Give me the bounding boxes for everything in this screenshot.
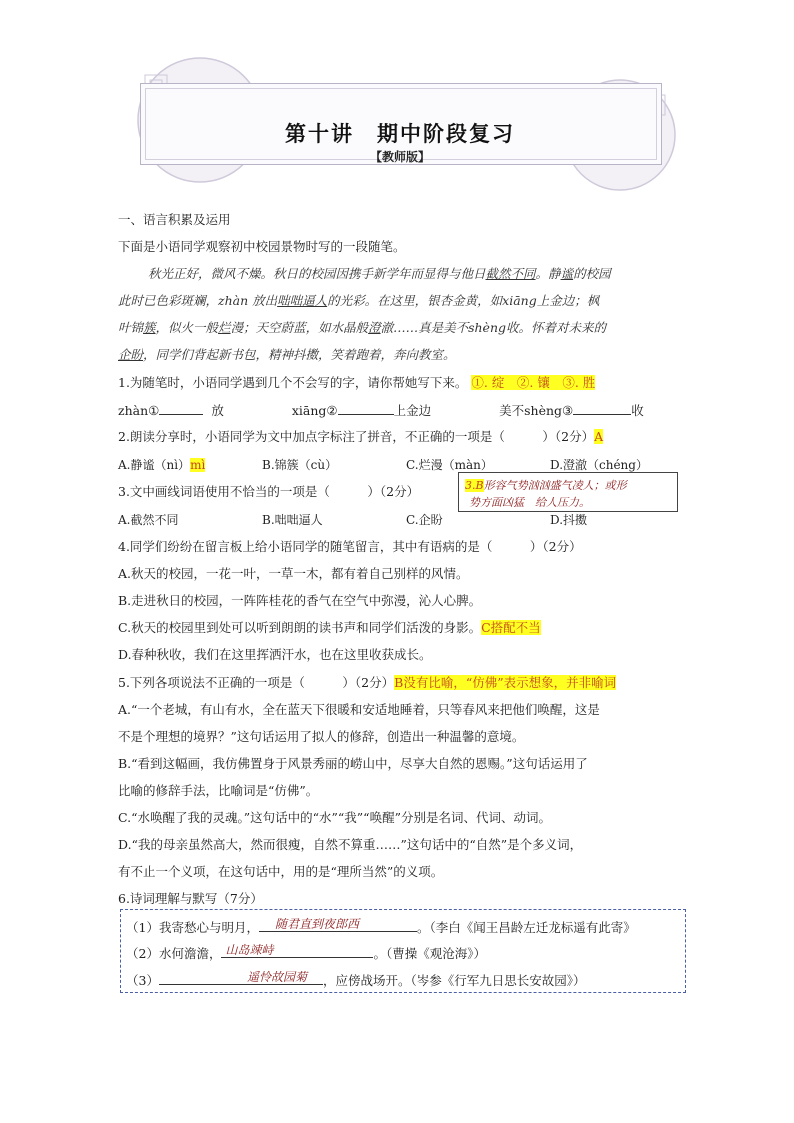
question-1: 1.为随笔时，小语同学遇到几个不会写的字，请你帮她写下来。 ①. 绽 ②. 镶 ③. 胜	[118, 375, 596, 390]
passage-line-1: 秋光正好，微风不燥。秋日的校园因携手新学年而显得与他日截然不同。静谧的校园	[148, 266, 611, 281]
question-4: 4.同学们纷纷在留言板上给小语同学的随笔留言，其中有语病的是（ ）（2分）	[118, 539, 582, 554]
question-6: 6.诗词理解与默写（7分）	[118, 891, 263, 906]
question-3: 3.文中画线词语使用不恰当的一项是（ ）（2分）	[118, 484, 420, 499]
answer-blank[interactable]: 山岛竦峙	[221, 944, 373, 958]
option-b-line-2: 比喻的修辞手法，比喻词是“仿佛”。	[118, 783, 319, 798]
option-a: A.秋天的校园，一花一叶，一草一木，都有着自己别样的风情。	[118, 566, 469, 581]
option-b-line-1: B.“看到这幅画，我仿佛置身于风景秀丽的崂山中，尽享大自然的恩赐。”这句话运用了	[118, 756, 588, 771]
passage-line-2: 此时已色彩斑斓，zhàn 放出咄咄逼人的光彩。在这里，银杏金黄，如xiāng上金边；枫	[118, 293, 600, 308]
option-a-line-1: A.“一个老城，有山有水，全在蓝天下很暖和安适地睡着，只等春风来把他们唤醒，这是	[118, 702, 600, 717]
option-c: C.企盼	[406, 513, 443, 527]
blank-field[interactable]	[159, 401, 203, 415]
option-c: C.烂漫（màn）	[406, 458, 493, 472]
option-a-line-2: 不是个理想的境界？”这句话运用了拟人的修辞，创造出一种温馨的意境。	[118, 729, 525, 744]
question-2: 2.朗读分享时，小语同学为文中加点字标注了拼音，不正确的一项是（ ）（2分）A	[118, 429, 604, 444]
answer-highlight: ①. 绽 ②. 镶 ③. 胜	[471, 375, 596, 390]
option-d-line-2: 有不止一个义项，在这句话中，用的是“理所当然”的义项。	[118, 864, 444, 879]
option-b: B.咄咄逼人	[262, 513, 323, 527]
option-d: D.澄澈（chéng）	[550, 458, 648, 472]
passage-line-4: 企盼，同学们背起新书包，精神抖擞，笑着跑着，奔向教室。	[118, 347, 456, 362]
option-d: D.抖擞	[550, 513, 588, 527]
poem-row-1: （1）我寄愁心与明月， 随君直到夜郎西 。（李白《闻王昌龄左迁龙标遥有此寄》	[126, 917, 636, 935]
answer-highlight: C搭配不当	[481, 620, 541, 635]
option-a: A.截然不同	[118, 513, 179, 527]
option-c: C.秋天的校园里到处可以听到朗朗的读书声和同学们活泼的身影。C搭配不当	[118, 620, 541, 635]
section-intro: 下面是小语同学观察初中校园景物时写的一段随笔。	[118, 239, 406, 254]
poem-row-3: （3） 遥怜故园菊 ，应傍战场开。（岑参《行军九日思长安故园》）	[126, 970, 586, 988]
passage-line-3: 叶锦簇，似火一般烂漫；天空蔚蓝，如水晶般澄澈……真是美不shèng收。怀着对未来的	[118, 320, 607, 335]
poem-row-2: （2）水何澹澹， 山岛竦峙 。（曹操《观沧海》）	[126, 943, 486, 961]
option-b: B.锦簇（cù）	[262, 458, 338, 472]
section-heading: 一、语言积累及运用	[118, 212, 231, 227]
option-a: A.静谧（nì）mì	[118, 458, 206, 472]
option-d-line-1: D.“我的母亲虽然高大，然而很瘦，自然不算重……”这句话中的“自然”是个多义词，	[118, 837, 583, 852]
answer-blank[interactable]: 随君直到夜郎西	[259, 918, 417, 932]
question-1-blanks: zhàn① 放 xiāng② 上金边 美不shèng③ 收	[118, 403, 644, 418]
answer-note-box: 3.B形容气势汹汹盛气凌人；或形 势方面凶猛 给人压力。	[458, 472, 678, 512]
answer-blank[interactable]: 遥怜故园菊	[159, 971, 323, 985]
question-5: 5.下列各项说法不正确的一项是（ ）（2分）B没有比喻，“仿佛”表示想象，并非喻词	[118, 675, 617, 690]
answer-highlight: B没有比喻，“仿佛”表示想象，并非喻词	[394, 675, 617, 690]
blank-field[interactable]	[338, 401, 394, 415]
page-subtitle: 【教师版】	[369, 150, 430, 164]
blank-field[interactable]	[573, 401, 631, 415]
option-b: B.走进秋日的校园，一阵阵桂花的香气在空气中弥漫，沁人心脾。	[118, 593, 482, 608]
answer-highlight: A	[594, 429, 604, 444]
page-title: 第十讲 期中阶段复习	[285, 121, 515, 146]
option-c: C.“水唤醒了我的灵魂。”这句话中的“水”“我”“唤醒”分别是名词、代词、动词。	[118, 810, 551, 825]
option-d: D.春种秋收，我们在这里挥洒汗水，也在这里收获成长。	[118, 647, 432, 662]
